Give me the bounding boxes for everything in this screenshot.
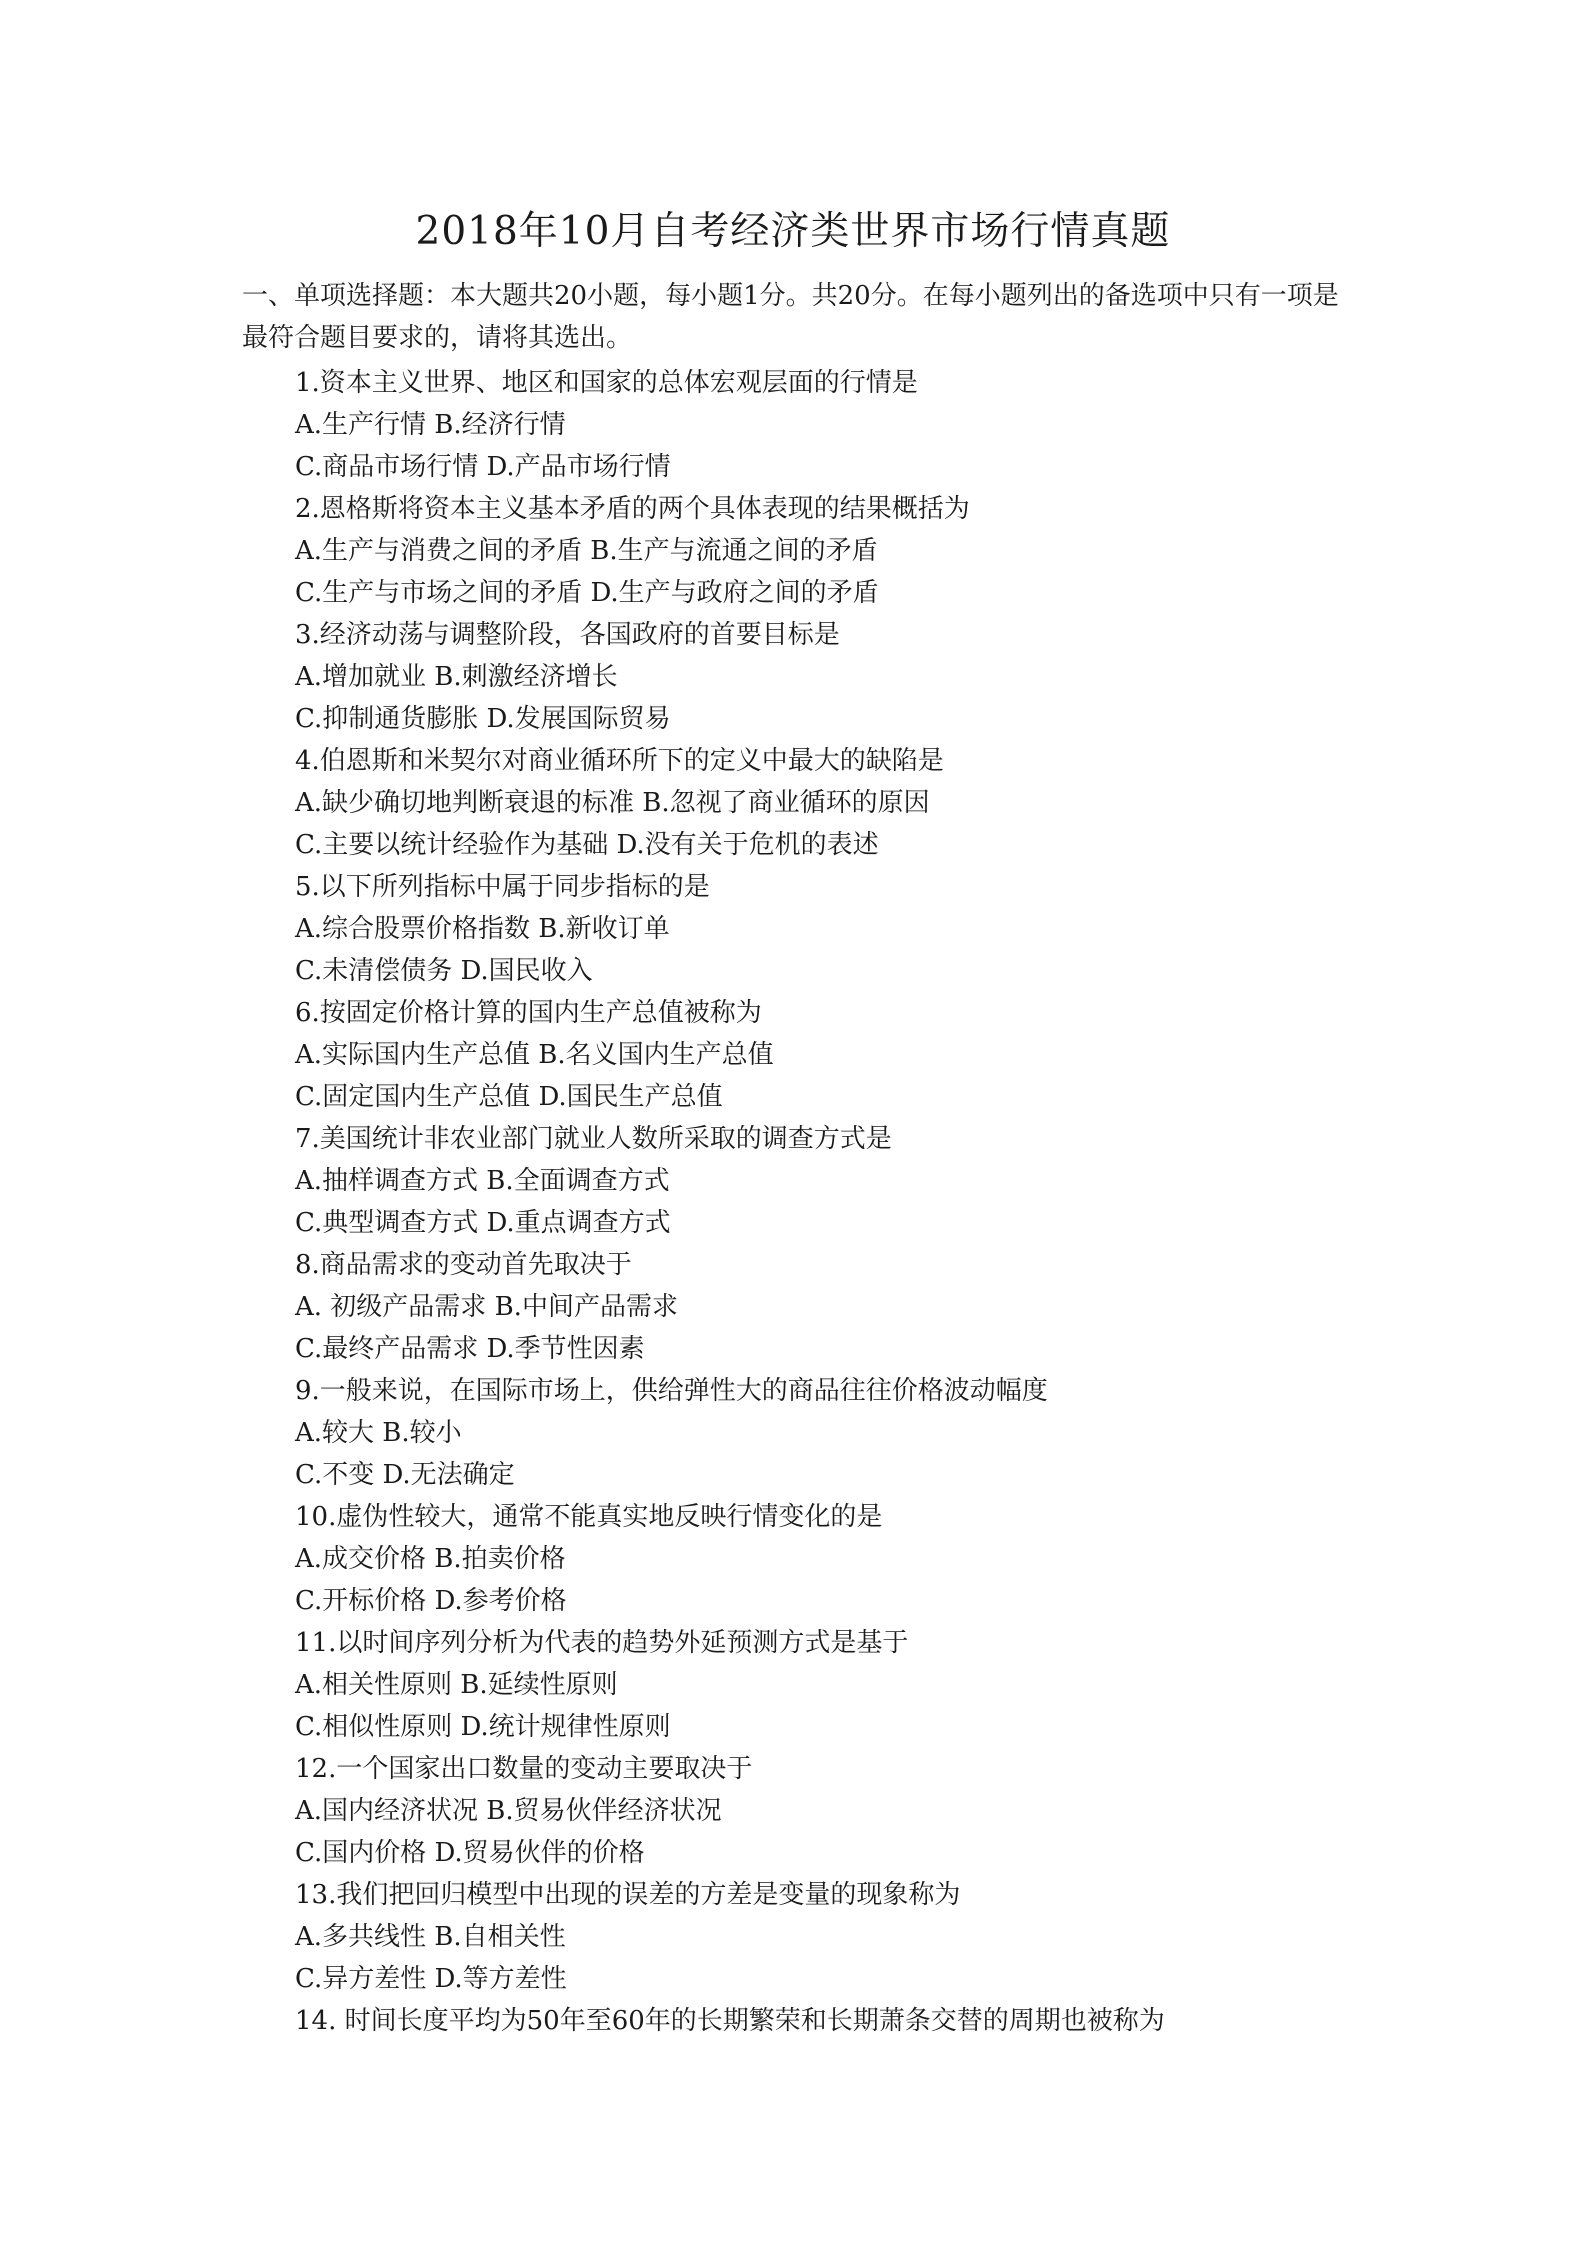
question-stem: 5.以下所列指标中属于同步指标的是 — [295, 872, 710, 902]
answer-options: A.实际国内生产总值 B.名义国内生产总值 — [295, 1040, 774, 1070]
answer-options: A.多共线性 B.自相关性 — [295, 1922, 566, 1952]
section-heading: 一、单项选择题：本大题共20小题，每小题1分。共20分。在每小题列出的备选项中只有一项是最符合题目要求的，请将其选出。 — [242, 281, 1339, 353]
answer-options: A.缺少确切地判断衰退的标准 B.忽视了商业循环的原因 — [295, 788, 930, 818]
answer-options: A. 初级产品需求 B.中间产品需求 — [295, 1292, 678, 1322]
question-item — [295, 866, 1355, 992]
question-stem: 14. 时间长度平均为50年至60年的长期繁荣和长期萧条交替的周期也被称为 — [295, 2006, 1165, 2036]
question-item — [295, 1748, 1355, 1874]
question-item — [295, 1118, 1355, 1244]
question-list — [295, 362, 1355, 2042]
question-item — [295, 1370, 1355, 1496]
question-stem: 7.美国统计非农业部门就业人数所采取的调查方式是 — [295, 1124, 892, 1154]
question-stem: 13.我们把回归模型中出现的误差的方差是变量的现象称为 — [295, 1880, 961, 1910]
answer-options: C.国内价格 D.贸易伙伴的价格 — [295, 1838, 645, 1868]
answer-options: C.异方差性 D.等方差性 — [295, 1964, 567, 1994]
answer-options: C.相似性原则 D.统计规律性原则 — [295, 1712, 671, 1742]
answer-options: C.生产与市场之间的矛盾 D.生产与政府之间的矛盾 — [295, 578, 879, 608]
answer-options: A.综合股票价格指数 B.新收订单 — [295, 914, 670, 944]
question-stem: 4.伯恩斯和米契尔对商业循环所下的定义中最大的缺陷是 — [295, 746, 944, 776]
answer-options: C.典型调查方式 D.重点调查方式 — [295, 1208, 671, 1238]
question-item — [295, 992, 1355, 1118]
answer-options: C.商品市场行情 D.产品市场行情 — [295, 452, 671, 482]
question-stem: 2.恩格斯将资本主义基本矛盾的两个具体表现的结果概括为 — [295, 494, 970, 524]
question-item — [295, 1622, 1355, 1748]
question-stem: 12.一个国家出口数量的变动主要取决于 — [295, 1754, 753, 1784]
question-item — [295, 1244, 1355, 1370]
question-item — [295, 488, 1355, 614]
answer-options: C.不变 D.无法确定 — [295, 1460, 515, 1490]
answer-options: C.抑制通货膨胀 D.发展国际贸易 — [295, 704, 671, 734]
question-item — [295, 1874, 1355, 2000]
document-title: 2018年10月自考经济类世界市场行情真题 — [415, 209, 1171, 254]
answer-options: A.国内经济状况 B.贸易伙伴经济状况 — [295, 1796, 722, 1826]
question-stem: 9.一般来说，在国际市场上，供给弹性大的商品往往价格波动幅度 — [295, 1376, 1048, 1406]
question-stem: 10.虚伪性较大，通常不能真实地反映行情变化的是 — [295, 1502, 883, 1532]
answer-options: A.生产行情 B.经济行情 — [295, 410, 566, 440]
question-stem: 3.经济动荡与调整阶段，各国政府的首要目标是 — [295, 620, 840, 650]
question-stem: 1.资本主义世界、地区和国家的总体宏观层面的行情是 — [295, 368, 918, 398]
question-item — [295, 1496, 1355, 1622]
answer-options: A.成交价格 B.拍卖价格 — [295, 1544, 566, 1574]
question-stem: 6.按固定价格计算的国内生产总值被称为 — [295, 998, 762, 1028]
answer-options: A.增加就业 B.刺激经济增长 — [295, 662, 618, 692]
question-stem: 11.以时间序列分析为代表的趋势外延预测方式是基于 — [295, 1628, 909, 1658]
question-item — [295, 614, 1355, 740]
question-item — [295, 362, 1355, 488]
answer-options: A.相关性原则 B.延续性原则 — [295, 1670, 618, 1700]
answer-options: C.最终产品需求 D.季节性因素 — [295, 1334, 645, 1364]
question-item — [295, 2000, 1355, 2042]
answer-options: A.生产与消费之间的矛盾 B.生产与流通之间的矛盾 — [295, 536, 878, 566]
question-stem: 8.商品需求的变动首先取决于 — [295, 1250, 632, 1280]
answer-options: A.较大 B.较小 — [295, 1418, 462, 1448]
answer-options: C.固定国内生产总值 D.国民生产总值 — [295, 1082, 723, 1112]
answer-options: A.抽样调查方式 B.全面调查方式 — [295, 1166, 670, 1196]
question-item — [295, 740, 1355, 866]
answer-options: C.开标价格 D.参考价格 — [295, 1586, 567, 1616]
answer-options: C.未清偿债务 D.国民收入 — [295, 956, 593, 986]
answer-options: C.主要以统计经验作为基础 D.没有关于危机的表述 — [295, 830, 879, 860]
